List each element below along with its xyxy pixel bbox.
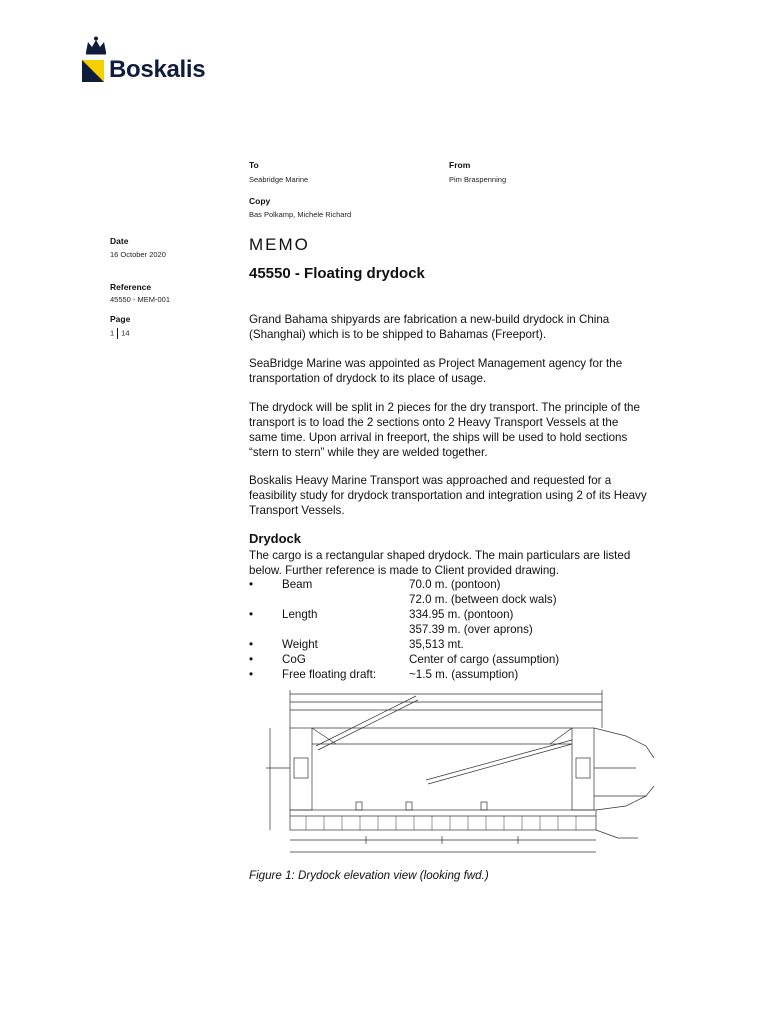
- from-value: Pim Braspenning: [449, 175, 507, 184]
- particular-value: 357.39 m. (over aprons): [409, 623, 533, 636]
- from-label: From: [449, 160, 471, 170]
- company-name: Boskalis: [109, 56, 206, 83]
- drydock-drawing-svg: [246, 688, 660, 866]
- particular-name: Length: [282, 608, 318, 621]
- paragraph-1: Grand Bahama shipyards are fabrication a new-build drydock in China (Shanghai) which is to be shipped to Bahamas (Freeport).: [249, 313, 610, 341]
- page-label: Page: [110, 314, 131, 324]
- particulars-list: [249, 577, 669, 682]
- date-value: 16 October 2020: [110, 250, 166, 259]
- to-label: To: [249, 160, 259, 170]
- copy-label: Copy: [249, 196, 271, 206]
- list-item: [249, 607, 669, 622]
- particular-value: ~1.5 m. (assumption): [409, 668, 519, 681]
- reference-value: 45550 - MEM-001: [110, 295, 171, 304]
- bullet: •: [249, 608, 254, 621]
- particular-value: 70.0 m. (pontoon): [409, 578, 501, 591]
- section-heading-drydock: Drydock: [249, 531, 302, 546]
- list-item: [249, 637, 669, 652]
- date-label: Date: [110, 236, 129, 246]
- section-intro: The cargo is a rectangular shaped drydock. The main particulars are listed below. Further reference is made to Client provided drawing.: [249, 549, 631, 577]
- boskalis-logo: [82, 36, 206, 89]
- particular-value: 334.95 m. (pontoon): [409, 608, 514, 621]
- bullet: •: [249, 578, 254, 591]
- particular-name: CoG: [282, 653, 306, 666]
- particular-name: Beam: [282, 578, 313, 591]
- bullet: •: [249, 668, 254, 681]
- to-value: Seabridge Marine: [249, 175, 309, 184]
- particular-name: Weight: [282, 638, 318, 651]
- bullet: •: [249, 653, 254, 666]
- particular-value: 72.0 m. (between dock wals): [409, 593, 557, 606]
- particular-name: Free floating draft:: [282, 668, 377, 681]
- list-item: [249, 667, 669, 682]
- figure-caption: Figure 1: Drydock elevation view (looking fwd.): [249, 869, 489, 882]
- particular-value: Center of cargo (assumption): [409, 653, 560, 666]
- page-current: 1: [110, 328, 115, 338]
- page-indicator: [110, 328, 130, 339]
- paragraph-4: Boskalis Heavy Marine Transport was approached and requested for a feasibility study for drydock transportation and integration using 2 of its Heavy Transport Vessels.: [249, 474, 647, 517]
- bullet: •: [249, 638, 254, 651]
- copy-value: Bas Polkamp, Michele Richard: [249, 210, 352, 219]
- list-item: [249, 577, 669, 592]
- page-total: 14: [121, 328, 130, 338]
- crown-emblem-icon: [82, 36, 110, 84]
- paragraph-2: SeaBridge Marine was appointed as Project Management agency for the transportation of drydock to its place of usage.: [249, 357, 623, 385]
- particular-value: 35,513 mt.: [409, 638, 464, 651]
- list-item: [249, 622, 669, 637]
- reference-label: Reference: [110, 282, 152, 292]
- memo-title: 45550 - Floating drydock: [249, 265, 425, 282]
- paragraph-3: The drydock will be split in 2 pieces for the dry transport. The principle of the transport is to load the 2 sections onto 2 Heavy Transport Vessels at the same time. Upon arrival in freeport, the ships will be used to hold sections “stern to stern” while they are welded together.: [249, 401, 640, 459]
- list-item: [249, 652, 669, 667]
- drydock-elevation-drawing: [246, 688, 660, 871]
- memo-kind: MEMO: [249, 235, 310, 254]
- list-item: [249, 592, 669, 607]
- page-divider: [117, 328, 118, 339]
